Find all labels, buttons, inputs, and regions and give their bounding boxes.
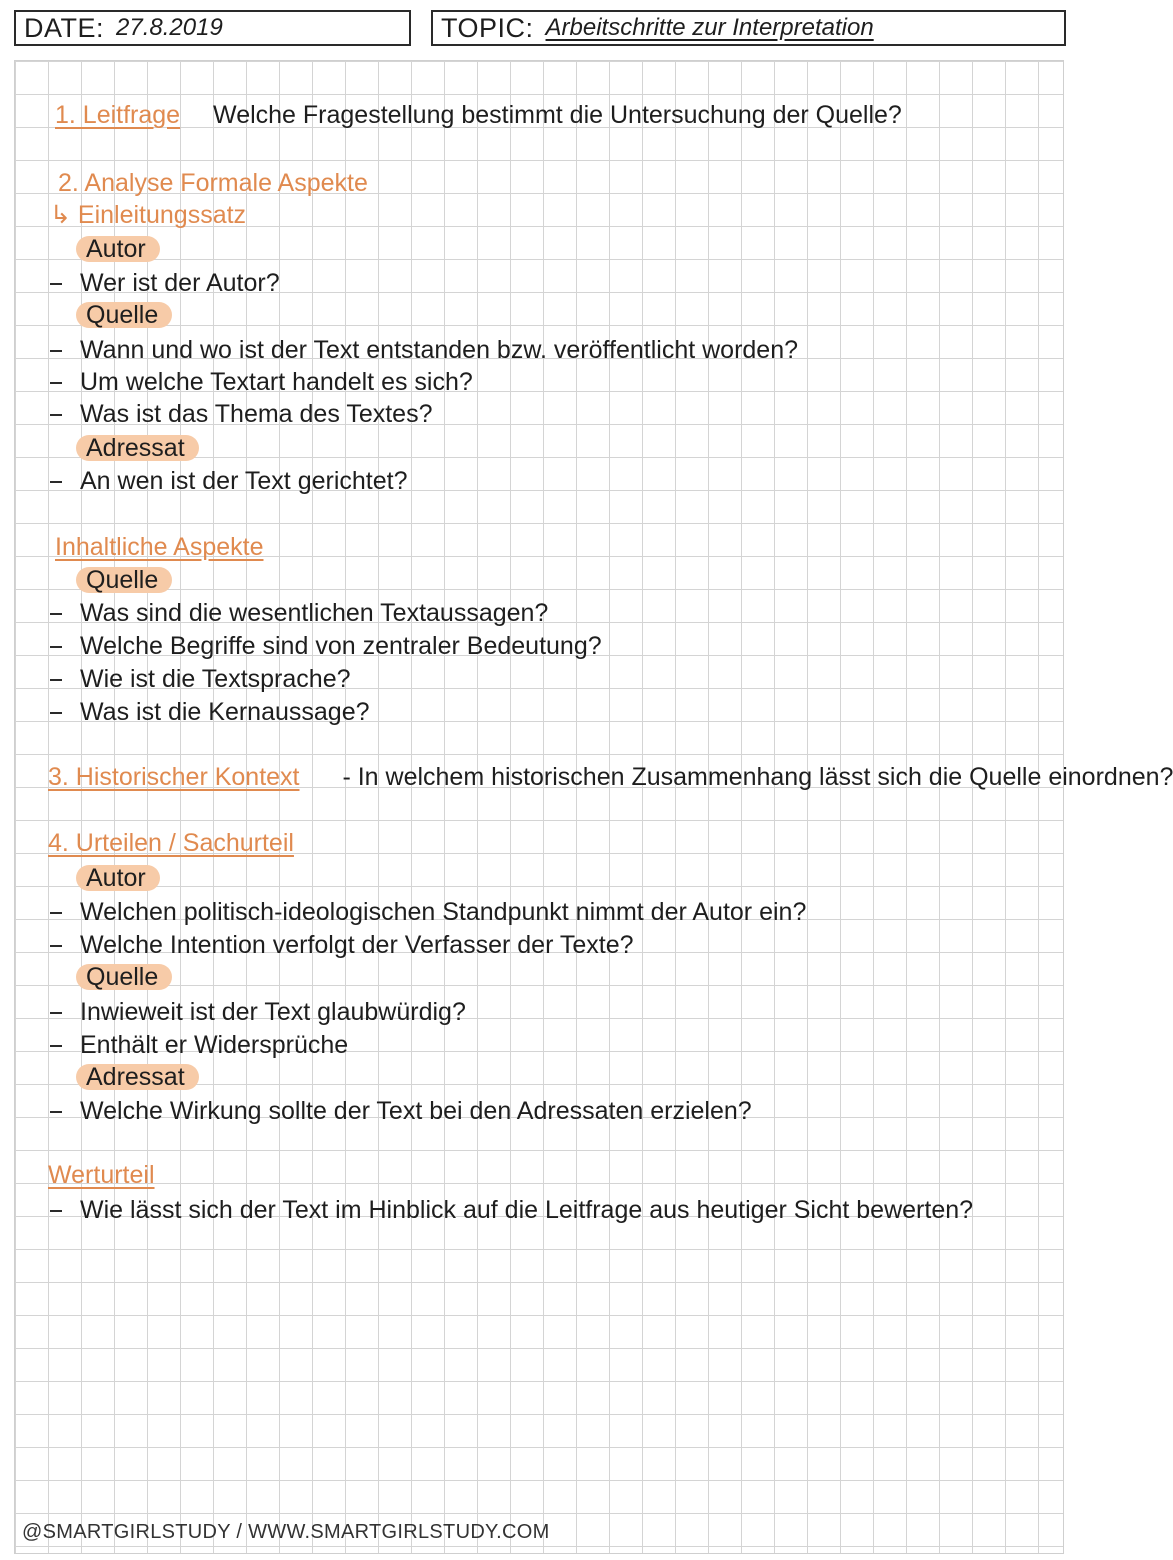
bullet-dash bbox=[50, 912, 62, 914]
bullet-dash bbox=[50, 712, 62, 714]
bullet-dash bbox=[50, 382, 62, 384]
quelle-question-2: Um welche Textart handelt es sich? bbox=[80, 368, 473, 396]
bullet-dash bbox=[50, 350, 62, 352]
werturteil-heading: Werturteil bbox=[48, 1161, 155, 1189]
bullet-dash bbox=[50, 414, 62, 416]
section1-line bbox=[55, 100, 902, 130]
s4-quelle-question-1: Inwieweit ist der Text glaubwürdig? bbox=[80, 998, 466, 1026]
bullet-dash bbox=[50, 1012, 62, 1014]
inhalt-question-1: Was sind die wesentlichen Textaussagen? bbox=[80, 599, 549, 627]
topic-box bbox=[431, 10, 1066, 46]
inhalt-question-3: Wie ist die Textsprache? bbox=[80, 665, 351, 693]
autor-question-1: Wer ist der Autor? bbox=[80, 269, 280, 297]
section3-heading: 3. Historischer Kontext bbox=[48, 763, 300, 791]
bullet-dash bbox=[50, 283, 62, 285]
inhalt-quelle-tag: Quelle bbox=[76, 567, 172, 593]
s4-adressat-tag: Adressat bbox=[76, 1064, 199, 1090]
section3-line bbox=[48, 762, 1173, 792]
inhalt-question-4: Was ist die Kernaussage? bbox=[80, 698, 370, 726]
bullet-dash bbox=[50, 1210, 62, 1212]
s4-adressat-question-1: Welche Wirkung sollte der Text bei den Adressaten erzielen? bbox=[80, 1097, 752, 1125]
autor-tag: Autor bbox=[76, 236, 160, 262]
section1-heading: 1. Leitfrage bbox=[55, 101, 181, 129]
inhalt-question-2: Welche Begriffe sind von zentraler Bedeutung? bbox=[80, 632, 602, 660]
quelle-question-1: Wann und wo ist der Text entstanden bzw. veröffentlicht worden? bbox=[80, 336, 799, 364]
adressat-question-1: An wen ist der Text gerichtet? bbox=[80, 467, 408, 495]
topic-value: Arbeitschritte zur Interpretation bbox=[545, 14, 874, 41]
section2-sub: ↳ Einleitungssatz bbox=[50, 201, 247, 229]
inhalt-heading: Inhaltliche Aspekte bbox=[55, 533, 264, 561]
date-label: DATE: bbox=[24, 12, 105, 43]
bullet-dash bbox=[50, 646, 62, 648]
section1-question: Welche Fragestellung bestimmt die Untersuchung der Quelle? bbox=[213, 101, 902, 129]
section3-question: - In welchem historischen Zusammenhang lässt sich die Quelle einordnen? bbox=[342, 763, 1173, 791]
bullet-dash bbox=[50, 945, 62, 947]
s4-autor-question-1: Welchen politisch-ideologischen Standpunkt nimmt der Autor ein? bbox=[80, 898, 807, 926]
footer-credit: @SMARTGIRLSTUDY / WWW.SMARTGIRLSTUDY.COM bbox=[22, 1521, 550, 1543]
s4-quelle-tag: Quelle bbox=[76, 964, 172, 990]
adressat-tag: Adressat bbox=[76, 435, 199, 461]
date-value: 27.8.2019 bbox=[116, 14, 223, 41]
werturteil-question-1: Wie lässt sich der Text im Hinblick auf die Leitfrage aus heutiger Sicht bewerten? bbox=[80, 1196, 974, 1224]
bullet-dash bbox=[50, 613, 62, 615]
quelle-tag: Quelle bbox=[76, 302, 172, 328]
quelle-question-3: Was ist das Thema des Textes? bbox=[80, 400, 433, 428]
s4-autor-tag: Autor bbox=[76, 865, 160, 891]
s4-quelle-question-2: Enthält er Widersprüche bbox=[80, 1031, 349, 1059]
section2-heading: 2. Analyse Formale Aspekte bbox=[58, 169, 368, 197]
date-box bbox=[14, 10, 411, 46]
bullet-dash bbox=[50, 1045, 62, 1047]
s4-autor-question-2: Welche Intention verfolgt der Verfasser der Texte? bbox=[80, 931, 634, 959]
bullet-dash bbox=[50, 1111, 62, 1113]
bullet-dash bbox=[50, 679, 62, 681]
section4-heading: 4. Urteilen / Sachurteil bbox=[48, 829, 294, 857]
bullet-dash bbox=[50, 481, 62, 483]
topic-label: TOPIC: bbox=[441, 12, 534, 43]
